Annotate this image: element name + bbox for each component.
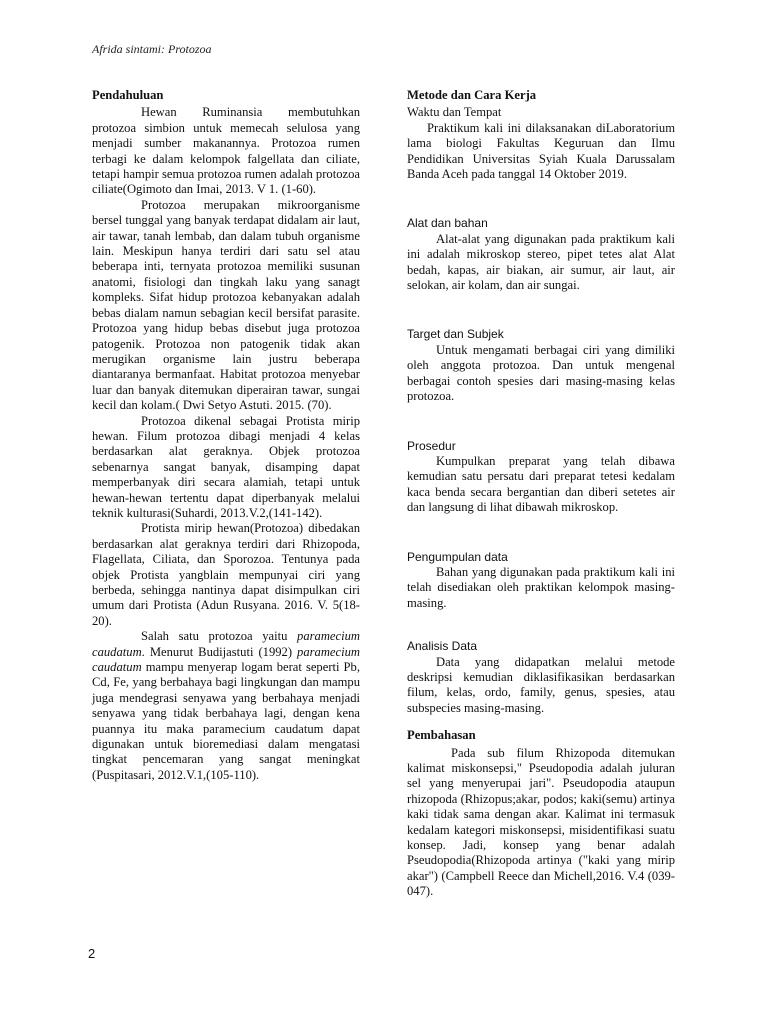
subheading-analisis: Analisis Data [407, 639, 478, 654]
paragraph: Untuk mengamati berbagai ciri yang dimiliki oleh anggota protozoa. Dan untuk mengenal berbagai contoh spesies dari masing-masing kelas protozoa. [407, 342, 675, 404]
paragraph: Protista mirip hewan(Protozoa) dibedakan berdasarkan alat geraknya terdiri dari Rhizopoda, Flagellata, Ciliata, dan Sporozoa. Tentunya pada objek Protista yangblain mempunyai ciri yang berbeda, sehingga nantinya dapat disimpulkan ciri umum dari Protista (Adun Rusyana. 2016. V. 5(18-20). [92, 521, 360, 628]
subheading-target: Target dan Subjek [407, 327, 504, 342]
species-name: paramecium caudatum [92, 644, 360, 675]
paragraph: Alat-alat yang digunakan pada praktikum kali ini adalah mikroskop stereo, pipet tetes alat Alat bedah, kapas, air biakan, air sumur, air laut, air selokan, air kolam, dan air sungai. [407, 231, 675, 293]
paragraph: Praktikum kali ini dilaksanakan diLaboratorium lama biologi Fakultas Keguruan dan Ilmu Pendidikan Universitas Syiah Kuala Darussalam Banda Aceh pada tanggal 14 Oktober 2019. [407, 120, 675, 182]
subheading-waktu: Waktu dan Tempat [407, 105, 502, 120]
paragraph: Bahan yang digunakan pada praktikum kali ini telah disediakan oleh praktikan kelompok masing-masing. [407, 564, 675, 610]
section-heading-metode: Metode dan Cara Kerja [407, 88, 537, 102]
paragraph: Hewan Ruminansia membutuhkan protozoa simbion untuk memecah selulosa yang menjadi sumber makanannya. Protozoa rumen terbagi ke dalam kelompok falgellata dan ciliate, tetapi hampir semua protozoa rumen adalah protozoa ciliate(Ogimoto dan Imai, 2013. V 1. (1-60). [92, 105, 360, 197]
section-heading-pembahasan: Pembahasan [407, 728, 476, 743]
subheading-prosedur: Prosedur [407, 438, 456, 453]
paragraph: Protozoa merupakan mikroorganisme bersel tunggal yang banyak terdapat didalam air laut, air tawar, tanah lembab, dan dalam tubuh organisme lain. Meskipun hanya terdiri dari satu sel atau beberapa inti, ternyata protozoa memiliki susunan anatomi, fisiologi dan tingkah laku yang sanagt kompleks. Sifat hidup protozoa kebanyakan adalah bebas dialam namun sebagian kecil bersifat parasite. Protozoa yang hidup bebas disebut juga protozoa patogenik. Protozoa non patogenik tidak akan merugikan organisme lain justru beberapa diantaranya bermanfaat. Habitat protozoa menyebar luar dan banyak ditemukan diperairan tawar, sungai kecil dan kolam.( Dwi Setyo Astuti. 2015. (70). [92, 197, 360, 413]
text-run: . Menurut Budijastuti (1992) [141, 644, 298, 659]
paragraph: Protozoa dikenal sebagai Protista mirip hewan. Filum protozoa dibagi menjadi 4 kelas berdasarkan alat geraknya. Objek protozoa sebenarnya sangat banyak, disamping dapat memperbanyak diri secara alamiah, tetapi untuk hewan-hewan tertentu dapat diperbanyak melalui teknik kulturasi(Suhardi, 2013.V.2,(141-142). [92, 413, 360, 520]
running-head: Afrida sintami: Protozoa [92, 42, 212, 56]
paragraph [92, 629, 360, 783]
subheading-pengumpulan: Pengumpulan data [407, 549, 508, 564]
subheading-alat: Alat dan bahan [407, 216, 488, 231]
text-run: Salah satu protozoa yaitu [141, 629, 298, 644]
paragraph: Data yang didapatkan melalui metode deskripsi kemudian diklasifikasikan berdasarkan filum, kelas, ordo, family, genus, spesies, atau subspecies masing-masing. [407, 654, 675, 715]
page-number: 2 [88, 946, 96, 961]
species-name: paramecium caudatum [92, 629, 360, 659]
text-run: mampu menyerap logam berat seperti Pb, Cd, Fe, yang berbahaya bagi lingkungan dan mampu juga mendegrasi senyawa yang berbahaya menjadi senyawa yang tidak berbahaya lagi, dengan kena puannya itu maka paramecium caudatum dapat digunakan untuk bioremediasi dalam mengatasi tingkat pencemaran yang sangat meningkat (Puspitasari, 2012.V.1,(105-110). [92, 660, 360, 782]
left-column [92, 88, 360, 783]
section-heading-pendahuluan: Pendahuluan [92, 88, 164, 102]
paragraph: Pada sub filum Rhizopoda ditemukan kalimat miskonsepsi," Pseudopodia adalah juluran sel yang menyerupai jari". Pseudopodia ataupun rhizopoda (Rhizopus;akar, podos; kaki(semu) artinya kaki tidak sama dengan akar. Kalimat ini termasuk kedalam kategori miskonsepsi, misidentifikasi suatu konsep. Jadi, konsep yang benar adalah Pseudopodia(Rhizopoda artinya ("kaki yang mirip akar") (Campbell Reece dan Michell,2016. V.4 (039-047). [407, 745, 675, 899]
paragraph: Kumpulkan preparat yang telah dibawa kemudian satu persatu dari preparat tetesi kedalam kaca benda secara bergantian dan diberi setetes air dan langsung di lihat dibawah mikroskop. [407, 453, 675, 515]
right-column [407, 88, 675, 900]
